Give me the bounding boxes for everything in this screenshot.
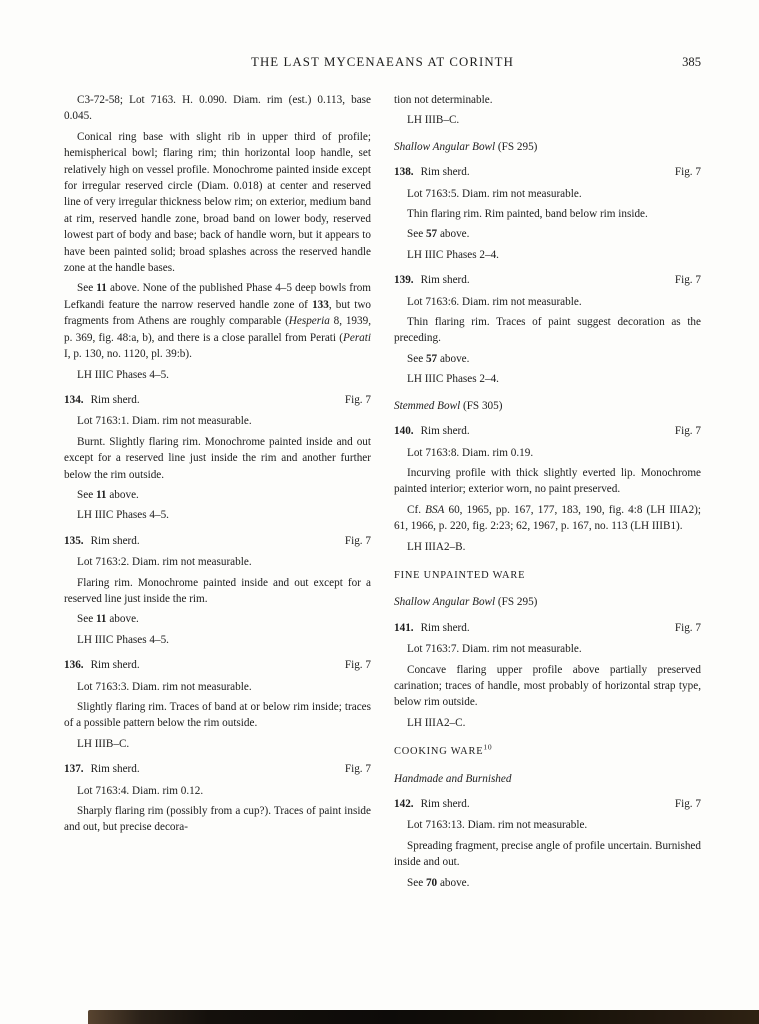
text-run: Handmade and Burnished	[394, 772, 512, 785]
text-run: 11	[95, 488, 107, 501]
entry-description: Rim sherd.	[90, 393, 140, 406]
text-run: Lot 7163:6. Diam. rim not measurable.	[407, 295, 582, 308]
entry-number: 135.	[64, 534, 84, 547]
paragraph	[394, 314, 701, 347]
figure-reference: Fig. 7	[344, 534, 371, 547]
text-run: above.	[106, 488, 139, 501]
entry-number: 138.	[394, 166, 414, 179]
paragraph	[394, 502, 701, 535]
text-run: Sharply flaring rim (possibly from a cup?). Traces of paint inside and out, but precise decora-	[64, 805, 371, 834]
entry-number: 142.	[394, 798, 414, 810]
catalog-entry-header	[64, 761, 371, 777]
entry-number: 134.	[64, 393, 84, 406]
paragraph	[394, 465, 701, 498]
paragraph	[394, 294, 701, 310]
paragraph	[64, 803, 371, 836]
text-run: See	[407, 876, 426, 889]
paragraph	[394, 445, 701, 461]
text-run: LH IIIC Phases 2–4.	[407, 248, 499, 261]
entry-number: 140.	[394, 425, 414, 438]
text-run: Lot 7163:4. Diam. rim 0.12.	[77, 784, 204, 797]
entry-description: Rim sherd.	[420, 798, 470, 810]
paragraph	[394, 817, 701, 833]
ware-heading	[394, 568, 701, 584]
text-run: 70	[425, 876, 438, 889]
figure-reference: Fig. 7	[344, 659, 371, 672]
text-run: Concave flaring upper profile above partially preserved carination; traces of handle, most probably of horizontal strap type, below rim outside.	[394, 663, 701, 709]
paragraph	[64, 507, 371, 523]
figure-reference: Fig. 7	[674, 798, 701, 810]
paragraph	[394, 206, 701, 222]
entry-description: Rim sherd.	[420, 425, 470, 438]
paragraph	[64, 632, 371, 648]
text-run: Spreading fragment, precise angle of profile uncertain. Burnished inside and out.	[394, 839, 701, 869]
paragraph	[64, 413, 371, 429]
text-run: LH IIIC Phases 4–5.	[77, 509, 169, 522]
text-run: Lot 7163:5. Diam. rim not measurable.	[407, 187, 582, 200]
text-run: LH IIIA2–B.	[407, 540, 466, 553]
text-run: Slightly flaring rim. Traces of band at or below rim inside; traces of a possible pattern below the rim outside.	[64, 701, 371, 730]
paragraph	[394, 371, 701, 387]
paragraph	[394, 351, 701, 367]
entry-number: 141.	[394, 621, 414, 634]
text-run: LH IIIC Phases 4–5.	[77, 633, 169, 646]
shape-heading	[394, 771, 701, 787]
paragraph	[394, 112, 701, 128]
paragraph	[394, 247, 701, 263]
paragraph	[394, 838, 701, 871]
paragraph	[64, 736, 371, 752]
text-run: LH IIIB–C.	[407, 114, 460, 127]
text-run: See	[407, 352, 426, 365]
entry-description: Rim sherd.	[90, 659, 140, 672]
text-run: Shallow Angular Bowl	[394, 140, 496, 153]
shape-heading	[394, 594, 701, 610]
paragraph	[64, 92, 371, 125]
page-title: THE LAST MYCENAEANS AT CORINTH	[251, 55, 514, 69]
text-run: tion not determinable.	[394, 94, 493, 106]
catalog-entry-header	[394, 423, 701, 439]
scan-edge-artifact	[88, 1010, 759, 1024]
paragraph	[64, 575, 371, 608]
text-run: above.	[437, 352, 470, 365]
text-run: LH IIIB–C.	[77, 737, 130, 750]
paragraph	[64, 679, 371, 695]
entry-description: Rim sherd.	[420, 621, 470, 634]
entry-description: Rim sherd.	[420, 166, 470, 179]
paragraph	[394, 641, 701, 657]
paragraph	[394, 539, 701, 555]
entry-description: Rim sherd.	[90, 534, 140, 547]
paragraph	[394, 662, 701, 711]
text-run: C3-72-58; Lot 7163. H. 0.090. Diam. rim (est.) 0.113, base 0.045.	[64, 94, 371, 123]
paragraph	[64, 611, 371, 627]
text-run: I, p. 130, no. 1120, pl. 39:b).	[64, 348, 192, 361]
paragraph	[64, 554, 371, 570]
figure-reference: Fig. 7	[674, 621, 701, 634]
text-run: Cf.	[407, 503, 426, 516]
text-run: See	[77, 282, 97, 295]
text-run: 57	[425, 352, 438, 365]
entry-description: Rim sherd.	[420, 274, 470, 287]
text-run: (FS 295)	[495, 596, 538, 609]
paragraph	[64, 129, 371, 277]
paragraph	[64, 487, 371, 503]
catalog-entry-header	[64, 533, 371, 549]
figure-reference: Fig. 7	[344, 393, 371, 406]
text-run: 11	[95, 613, 107, 626]
shape-heading	[394, 398, 701, 414]
paragraph	[394, 226, 701, 242]
text-run: Lot 7163:7. Diam. rim not measurable.	[407, 643, 582, 656]
footnote-reference: 10	[483, 742, 493, 752]
text-run: 60, 1965, pp. 167, 177, 183, 190, fig. 4:8 (LH IIIA2); 61, 1966, p. 220, fig. 2:23; 62, 1967, p. 167, no. 113 (LH IIIB1).	[394, 503, 702, 533]
text-run: Incurving profile with thick slightly everted lip. Monochrome painted interior; exterior worn, no paint preserved.	[394, 466, 701, 496]
paragraph	[64, 367, 371, 383]
text-run: Lot 7163:13. Diam. rim not measurable.	[407, 819, 588, 832]
entry-number: 137.	[64, 763, 84, 776]
text-run: Thin flaring rim. Traces of paint suggest decoration as the preceding.	[394, 316, 701, 345]
text-run: See	[77, 488, 96, 501]
text-run: Thin flaring rim. Rim painted, band below rim inside.	[407, 208, 648, 221]
paragraph	[64, 783, 371, 799]
figure-reference: Fig. 7	[674, 425, 701, 438]
catalog-entry-header	[394, 620, 701, 636]
text-run: above.	[437, 228, 470, 241]
text-run: Flaring rim. Monochrome painted inside and out except for a reserved line just inside the rim.	[64, 576, 371, 605]
text-run: BSA	[425, 503, 445, 516]
text-run: 57	[425, 228, 438, 241]
paragraph	[64, 280, 371, 362]
text-run: , but two fragments from Athens are roughly comparable (	[64, 298, 371, 328]
paragraph	[64, 434, 371, 483]
catalog-entry-header	[394, 164, 701, 180]
catalog-entry-header	[394, 272, 701, 288]
text-run: (FS 305)	[460, 399, 503, 412]
text-run: LH IIIC Phases 2–4.	[407, 373, 499, 386]
text-run: Hesperia	[288, 315, 330, 328]
text-run: Lot 7163:3. Diam. rim not measurable.	[77, 680, 252, 693]
left-column	[64, 88, 371, 891]
entry-description: Rim sherd.	[90, 763, 140, 776]
running-head	[64, 55, 701, 73]
text-run: FINE UNPAINTED WARE	[394, 569, 526, 581]
text-run: 8, 1939, p. 369, fig. 48:a, b), and there is a close parallel from Perati (	[64, 315, 371, 344]
text-run: 133	[312, 298, 329, 311]
paragraph	[394, 186, 701, 202]
paragraph	[394, 875, 701, 891]
text-run: Lot 7163:8. Diam. rim 0.19.	[407, 446, 534, 459]
text-run: Lot 7163:1. Diam. rim not measurable.	[77, 415, 252, 428]
ware-heading	[394, 744, 701, 760]
text-run: 11	[96, 282, 107, 295]
paragraph	[394, 92, 701, 108]
text-run: Stemmed Bowl	[394, 399, 461, 412]
text-run: LH IIIC Phases 4–5.	[77, 368, 169, 381]
figure-reference: Fig. 7	[674, 166, 701, 179]
figure-reference: Fig. 7	[674, 274, 701, 287]
figure-reference: Fig. 7	[344, 763, 371, 776]
page-number: 385	[682, 55, 701, 69]
right-column	[394, 88, 701, 891]
text-run: COOKING WARE	[394, 746, 484, 758]
text-run: LH IIIA2–C.	[407, 716, 466, 729]
entry-number: 136.	[64, 659, 84, 672]
text-run: Lot 7163:2. Diam. rim not measurable.	[77, 556, 252, 569]
text-run: (FS 295)	[495, 140, 538, 153]
catalog-entry-header	[64, 392, 371, 408]
entry-number: 139.	[394, 274, 414, 287]
text-run: Conical ring base with slight rib in upper third of profile; hemispherical bowl; flaring rim; thin horizontal loop handle, set relatively high on vessel profile. Monochrome painted inside except for irregular reserved circle (Diam. 0.018) at center and reserved line of very irregular thickness below rim; on exterior, medium band at rim, reserved handle zone, broad band on lower body, reserved lowest part of body and base; back of handle worn, but it appears to have been painted solid; broad splashes across the reserved handle zone at the handle bases.	[64, 130, 371, 275]
text-run: Shallow Angular Bowl	[394, 596, 496, 609]
catalog-entry-header	[394, 796, 701, 812]
text-run: above.	[106, 613, 139, 626]
text-run: above.	[437, 876, 470, 889]
text-run: Burnt. Slightly flaring rim. Monochrome painted inside and out except for a reserved line just inside the rim and another further below the rim outside.	[64, 435, 371, 481]
paragraph	[394, 715, 701, 731]
text-columns	[64, 88, 701, 891]
text-run: See	[407, 228, 426, 241]
paragraph	[64, 699, 371, 732]
catalog-entry-header	[64, 657, 371, 673]
text-run: Perati	[343, 331, 371, 344]
text-run: above. None of the published Phase 4–5 deep bowls from Lefkandi feature the narrow reserved handle zone of	[64, 282, 371, 311]
text-run: See	[77, 613, 96, 626]
shape-heading	[394, 139, 701, 155]
